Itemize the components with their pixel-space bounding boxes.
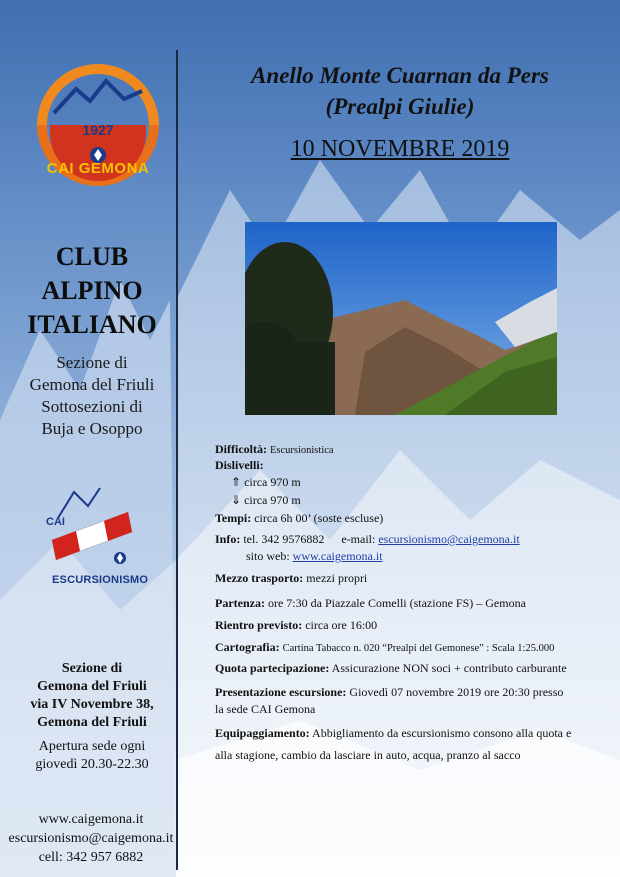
- equipaggiamento-row-2: alla stagione, cambio da lasciare in auto, acqua, pranzo al sacco: [215, 748, 521, 762]
- address-block: [8, 660, 176, 732]
- tempi-row: Tempi: circa 6h 00’ (soste escluse): [215, 511, 384, 525]
- address-line: via IV Novembre 38,: [30, 697, 154, 712]
- difficolta-row: Difficoltà: Escursionistica: [215, 442, 334, 456]
- opening-line: Apertura sede ogni: [38, 739, 146, 754]
- mezzo-row: Mezzo trasporto: mezzi propri: [215, 571, 368, 585]
- dislivelli-row: Dislivelli:: [215, 458, 264, 472]
- contacts-block: [0, 810, 182, 867]
- sezione-line: Sottosezioni di: [41, 397, 143, 416]
- equipaggiamento-row: Equipaggiamento: Abbigliamento da escursionismo consono alla quota e: [215, 726, 572, 740]
- opening-hours: [8, 738, 176, 774]
- esc-cai-text: CAI: [46, 516, 65, 528]
- title-line-1: Anello Monte Cuarnan da Pers: [251, 63, 549, 88]
- arrow-down-icon: ⇓: [231, 493, 242, 507]
- email-link[interactable]: escursionismo@caigemona.it: [8, 831, 174, 846]
- rientro-row: Rientro previsto: circa ore 16:00: [215, 618, 378, 632]
- esc-word-text: ESCURSIONISMO: [52, 574, 149, 586]
- address-line: Gemona del Friuli: [37, 679, 147, 694]
- dislivello-up-row: ⇑ circa 970 m: [231, 475, 301, 489]
- presentazione-row-2: la sede CAI Gemona: [215, 702, 316, 716]
- sezione-line: Buja e Osoppo: [41, 419, 143, 438]
- presentazione-row: Presentazione escursione: Giovedì 07 novembre 2019 ore 20:30 presso: [215, 685, 564, 699]
- info-email-link[interactable]: escursionismo@caigemona.it: [378, 532, 520, 546]
- info-web-row: sito web: www.caigemona.it: [246, 549, 383, 563]
- phone-text: cell: 342 957 6882: [38, 850, 144, 865]
- vertical-divider: [176, 50, 178, 870]
- mountain-photo-image: [245, 222, 557, 415]
- escursionismo-flag-icon: [40, 478, 150, 588]
- event-title: [185, 60, 615, 122]
- event-date-text: 10 NOVEMBRE 2019: [290, 136, 510, 162]
- logo-name: CAI GEMONA: [46, 160, 150, 177]
- event-date: [185, 136, 615, 163]
- sezione-line: Gemona del Friuli: [29, 375, 155, 394]
- mountain-photo: [245, 222, 557, 415]
- arrow-up-icon: ⇑: [231, 475, 242, 489]
- quota-row: Quota partecipazione: Assicurazione NON soci + contributo carburante: [215, 661, 567, 675]
- partenza-row: Partenza: ore 7:30 da Piazzale Comelli (stazione FS) – Gemona: [215, 596, 526, 610]
- club-line-1: CLUB: [55, 242, 129, 271]
- club-line-3: ITALIANO: [27, 310, 157, 339]
- club-line-2: ALPINO: [41, 276, 143, 305]
- cartografia-row: Cartografia: Cartina Tabacco n. 020 “Prealpi del Gemonese” : Scala 1:25.000: [215, 640, 555, 654]
- logo-year: 1927: [82, 122, 114, 138]
- title-line-2: (Prealpi Giulie): [325, 94, 475, 119]
- opening-line: giovedì 20.30-22.30: [35, 757, 149, 772]
- website-link[interactable]: www.caigemona.it: [38, 812, 144, 827]
- cai-gemona-logo: [28, 55, 168, 195]
- club-name: [8, 240, 176, 342]
- info-row: Info: tel. 342 9576882 e-mail: escursionismo@caigemona.it: [215, 532, 520, 546]
- dislivello-down-row: ⇓ circa 970 m: [231, 493, 301, 507]
- address-line: Sezione di: [61, 661, 123, 676]
- sezione-text: [8, 352, 176, 440]
- escursionismo-logo: [40, 478, 150, 588]
- info-web-link[interactable]: www.caigemona.it: [292, 549, 383, 563]
- sezione-line: Sezione di: [56, 353, 128, 372]
- address-line: Gemona del Friuli: [37, 715, 147, 730]
